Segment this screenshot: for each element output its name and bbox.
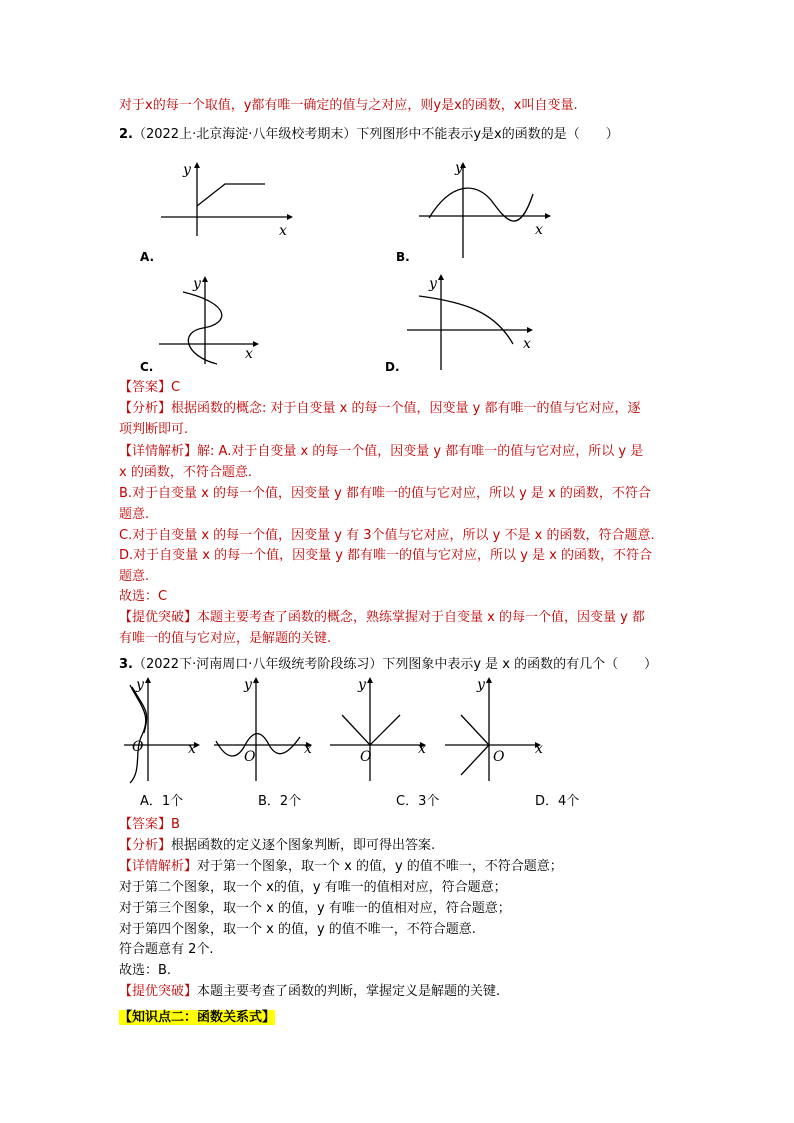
q3-detail-line: 【详情解析】对于第一个图象，取一个 x 的值，y 的值不唯一，不符合题意； <box>119 859 563 874</box>
q2-detail-line: x 的函数，不符合题意. <box>119 465 252 480</box>
axis-x-label: x <box>245 346 253 362</box>
q2-detail-line: 题意. <box>119 569 150 584</box>
origin-label: O <box>360 749 372 765</box>
q3-conclusion: 故选：B. <box>119 963 172 978</box>
q3-tip: 【提优突破】本题主要考查了函数的判断，掌握定义是解题的关键. <box>119 984 501 999</box>
q3-option-d: D．4个 <box>535 794 580 809</box>
q2-stem-line <box>119 125 619 145</box>
q3-stem-line <box>119 655 657 675</box>
q3-stem: 下列图象中表示y 是 x 的函数的有几个（ ） <box>382 657 658 672</box>
q3-graph-3 <box>328 675 438 785</box>
q3-detail-line: 对于第二个图象，取一个 x的值，y 有唯一的值相对应，符合题意； <box>119 880 507 895</box>
q2-option-d: D. <box>385 360 400 374</box>
axis-x-label: x <box>523 336 531 352</box>
q2-stem: 下列图形中不能表示y是x的函数的是（ ） <box>356 127 619 142</box>
q3-graph-1 <box>120 675 210 785</box>
axis-y-label: y <box>477 677 485 693</box>
q3-detail-line: 符合题意有 2个. <box>119 942 214 957</box>
q2-detail-line: 【详情解析】解: A.对于自变量 x 的每一个值，因变量 y 都有唯一的值与它对应，所以 y 是 <box>119 444 644 459</box>
axis-x-label: x <box>304 741 312 757</box>
q2-graph-b <box>415 160 555 265</box>
q2-detail-line: D.对于自变量 x 的每一个值，因变量 y 都有唯一的值与它对应，所以 y 是 x 的函数，不符合 <box>119 548 652 563</box>
q2-option-b: B. <box>396 250 410 264</box>
q3-answer: 【答案】B <box>119 817 180 832</box>
q3-number: 3. <box>119 657 133 672</box>
q3-source: （2022下·河南周口·八年级统考阶段练习） <box>132 657 383 672</box>
axis-x-label: x <box>188 741 196 757</box>
q2-graph-d <box>405 272 545 372</box>
axis-y-label: y <box>429 276 437 292</box>
axis-x-label: x <box>535 222 543 238</box>
q2-graph-c <box>155 272 265 367</box>
origin-label: O <box>244 749 256 765</box>
q2-answer: 【答案】C <box>119 380 181 395</box>
q2-option-a: A. <box>140 250 155 264</box>
q2-option-c: C. <box>140 360 154 374</box>
axis-y-label: y <box>455 160 463 176</box>
axis-y-label: y <box>193 276 201 292</box>
q3-analysis: 【分析】根据函数的定义逐个图象判断，即可得出答案. <box>119 838 436 853</box>
q3-detail-line: 对于第三个图象，取一个 x 的值，y 有唯一的值相对应，符合题意； <box>119 901 511 916</box>
q2-detail-line: C.对于自变量 x 的每一个值，因变量 y 有 3个值与它对应，所以 y 不是 x 的函数，符合题意. <box>119 528 655 543</box>
axis-y-label: y <box>244 677 252 693</box>
q3-graph-4 <box>443 675 553 785</box>
q2-detail-line: 题意. <box>119 507 150 522</box>
axis-y-label: y <box>136 677 144 693</box>
q3-option-a: A．1个 <box>140 794 184 809</box>
q2-number: 2. <box>119 127 133 142</box>
intro-line: 对于x的每一个取值，y都有唯一确定的值与之对应，则y是x的函数，x叫自变量. <box>119 98 578 113</box>
q2-analysis: 【分析】根据函数的概念: 对于自变量 x 的每一个值，因变量 y 都有唯一的值与它对应，逐 <box>119 401 641 416</box>
q2-conclusion: 故选：C <box>119 589 168 604</box>
q2-tip-cont: 有唯一的值与它对应，是解题的关键. <box>119 631 332 646</box>
q3-detail-line: 对于第四个图象，取一个 x 的值，y 的值不唯一，不符合题意. <box>119 922 476 937</box>
axis-y-label: y <box>183 162 191 178</box>
q3-graph-2 <box>212 675 322 785</box>
axis-x-label: x <box>418 741 426 757</box>
q3-option-c: C．3个 <box>396 794 440 809</box>
axis-y-label: y <box>358 677 366 693</box>
origin-label: O <box>132 739 144 755</box>
axis-x-label: x <box>279 223 287 239</box>
q2-graph-a <box>155 160 295 240</box>
q2-detail-line: B.对于自变量 x 的每一个值，因变量 y 都有唯一的值与它对应，所以 y 是 x 的函数，不符合 <box>119 486 651 501</box>
origin-label: O <box>493 749 505 765</box>
knowledge-point-heading: 【知识点二：函数关系式】 <box>119 1010 276 1025</box>
q2-analysis-cont: 项判断即可. <box>119 422 189 437</box>
axis-x-label: x <box>535 741 543 757</box>
q2-source: （2022上·北京海淀·八年级校考期末） <box>132 127 357 142</box>
q2-tip: 【提优突破】本题主要考查了函数的概念，熟练掌握对于自变量 x 的每一个值，因变量 y 都 <box>119 610 645 625</box>
q3-option-b: B．2个 <box>258 794 302 809</box>
